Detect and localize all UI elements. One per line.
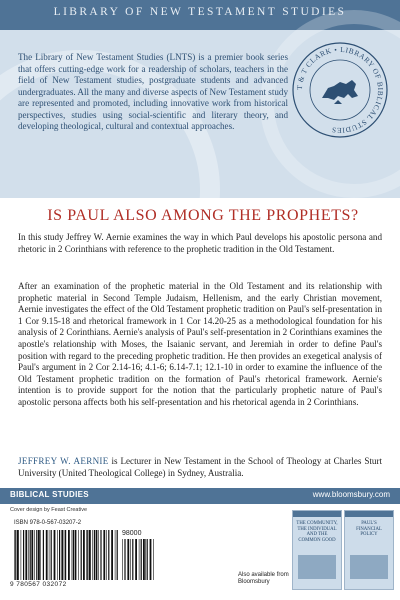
barcode-stripe [43, 530, 44, 580]
barcode-stripe [38, 530, 40, 580]
related-book-title-2: PAUL'S FINANCIAL POLICY [356, 521, 382, 537]
related-book-cover-2 [344, 510, 394, 590]
barcode-stripe [89, 530, 91, 580]
related-book-image [298, 555, 336, 579]
isbn-barcode [10, 518, 160, 592]
barcode-stripe [21, 530, 22, 580]
barcode-stripe [17, 530, 19, 580]
barcode-stripe [15, 530, 16, 580]
series-description: The Library of New Testament Studies (LNTS) is a premier book series that offers cutting-edge work for a readership of scholars, teachers in the field of New Testament studies, postgraduate students and advanced undergraduates. All the many and diverse aspects of New Testament study are represented and promoted, including innovative work from historical perspectives, studies using social-scientific and literary theory, and developing theological, cultural and contextual approaches. [18, 52, 289, 131]
barcode-stripe [46, 530, 48, 580]
barcode-stripe [64, 530, 65, 580]
subject-bar [0, 488, 400, 504]
barcode-stripe [65, 530, 66, 580]
barcode-stripe [132, 539, 133, 580]
barcode-stripe [36, 530, 37, 580]
barcode-stripe [51, 530, 52, 580]
publisher-website: www.bloomsbury.com [312, 490, 390, 499]
barcode-stripe [150, 539, 152, 580]
subject-category: BIBLICAL STUDIES [10, 490, 89, 499]
barcode-stripe [61, 530, 63, 580]
barcode-stripe [122, 539, 123, 580]
synopsis-paragraph-1: In this study Jeffrey W. Aernie examines the way in which Paul develops his apostolic persona and rhetoric in 2 Corinthians with reference to the prophetic tradition in the Old Testament. [18, 232, 382, 254]
barcode-stripe [23, 530, 24, 580]
barcode-stripe [115, 530, 116, 580]
barcode-stripe [111, 530, 113, 580]
barcode-stripe [153, 539, 154, 580]
barcode-stripe [73, 530, 74, 580]
barcode-addon-bars [122, 539, 154, 580]
related-book-cover-1 [292, 510, 342, 590]
author-bio-text: is Lecturer in New Testament in the School of Theology at Charles Sturt University (United Theological College) in Sydney, Australia. [18, 456, 383, 478]
author-bio [18, 456, 382, 479]
barcode-stripe [130, 539, 131, 580]
publisher-seal-logo [290, 40, 390, 140]
barcode-stripe [147, 539, 148, 580]
barcode-stripe [86, 530, 87, 580]
barcode-stripe [100, 530, 101, 580]
barcode-stripe [28, 530, 29, 580]
cover-design-credit: Cover design by Feast Creative [10, 507, 88, 513]
related-book-banner [293, 511, 341, 517]
barcode-stripe [75, 530, 77, 580]
barcode-stripe [81, 530, 82, 580]
barcode-stripe [14, 530, 15, 580]
barcode-stripe [127, 539, 129, 580]
barcode-stripe [87, 530, 88, 580]
also-available-label: Also available from Bloomsbury [238, 572, 289, 585]
barcode-stripe [78, 530, 79, 580]
barcode-stripe [59, 530, 60, 580]
price-code: 98000 [122, 530, 142, 537]
related-book-image [350, 555, 388, 579]
barcode-stripe [141, 539, 142, 580]
related-book-title-1: THE COMMUNITY, THE INDIVIDUAL AND THE COMMON GOOD [296, 521, 338, 543]
barcode-stripe [103, 530, 105, 580]
barcode-stripe [34, 530, 35, 580]
barcode-stripe [98, 530, 99, 580]
related-book-banner [345, 511, 393, 517]
author-name: JEFFREY W. AERNIE [18, 456, 109, 466]
barcode-stripe [94, 530, 95, 580]
barcode-stripe [92, 530, 93, 580]
barcode-stripe [139, 539, 140, 580]
barcode-stripe [96, 530, 98, 580]
series-title: LIBRARY OF NEW TESTAMENT STUDIES [53, 6, 347, 18]
barcode-stripe [40, 530, 41, 580]
barcode-bars [14, 530, 118, 580]
barcode-stripe [143, 539, 145, 580]
barcode-stripe [72, 530, 73, 580]
barcode-stripe [124, 539, 125, 580]
barcode-stripe [108, 530, 109, 580]
svg-text:T & T CLARK • LIBRARY OF BIBLI: T & T CLARK • LIBRARY OF BIBLICAL STUDIES [294, 44, 386, 136]
barcode-stripe [117, 530, 118, 580]
barcode-stripe [57, 530, 58, 580]
barcode-stripe [135, 539, 137, 580]
barcode-stripe [68, 530, 70, 580]
barcode-stripe [49, 530, 50, 580]
barcode-stripe [25, 530, 27, 580]
synopsis-paragraph-2: After an examination of the prophetic material in the Old Testament and its relationship with prophetic material in Second Temple Judaism, Hellenism, and the early Christian movement, Aernie investigates the effect of the Old Testament prophetic tradition on Paul's self-presentation in 1 Cor 9.15-18 and rhetorical framework in 1 Cor 14.20-25 as a methodological foundation for his analysis of 2 Corinthians. Aernie's analysis of Paul's self-presentation in 2 Corinthians examines the apostle's relationship with Moses, the Isaianic servant, and Jeremiah in order to define Paul's position with regard to the preceding prophetic tradition. He then provides an exegetical analysis of Paul's argument in 2 Cor 2.14-16; 4.1-6; 6.14-7.1; 12.1-10 in order to examine the influence of the Old Testament prophetic tradition on the formation of Paul's rhetorical framework. Aernie's intention is to provide support for the notion that the particularly prophetic nature of Paul's apostolic persona affects both his self-presentation and his rhetorical agenda in 2 Corinthians. [18, 281, 382, 407]
lion-emblem-icon [322, 80, 358, 104]
barcode-stripe [106, 530, 107, 580]
book-question-heading: IS PAUL ALSO AMONG THE PROPHETS? [47, 207, 359, 224]
barcode-stripe [30, 530, 31, 580]
barcode-number: 9 780567 032072 [10, 581, 67, 588]
barcode-stripe [54, 530, 56, 580]
isbn-label: ISBN 978-0-567-03207-2 [14, 520, 82, 526]
barcode-stripe [145, 539, 146, 580]
barcode-stripe [83, 530, 85, 580]
barcode-stripe [31, 530, 33, 580]
